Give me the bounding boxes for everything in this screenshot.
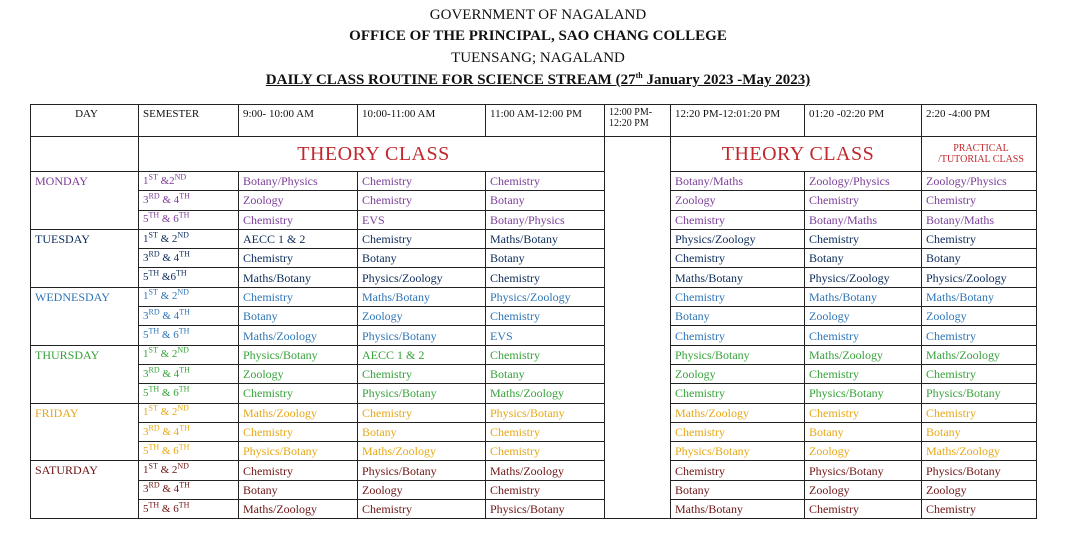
subject-cell: Zoology: [671, 364, 805, 383]
table-row: [31, 287, 1037, 306]
semester-number: & 4: [159, 193, 180, 206]
semester-suffix: TH: [148, 442, 160, 452]
subject-cell: Physics/Botany: [805, 384, 922, 403]
subject-cell: Chemistry: [805, 403, 922, 422]
subject-cell: Maths/Zoology: [671, 403, 805, 422]
semester-number: 5: [143, 329, 149, 342]
semester-suffix: TH: [178, 442, 190, 452]
table-row: [31, 500, 1037, 519]
subject-cell: Maths/Zoology: [922, 442, 1037, 461]
day-cell: WEDNESDAY: [31, 287, 139, 345]
semester-number: & 6: [159, 502, 179, 515]
semester-suffix: ST: [148, 345, 158, 355]
subject-cell: Chemistry: [358, 172, 486, 191]
routine-title: [0, 73, 1076, 88]
column-header-row: [31, 105, 1037, 137]
semester-cell: [139, 191, 239, 210]
header-office: OFFICE OF THE PRINCIPAL, SAO CHANG COLLEGE: [349, 28, 727, 44]
subject-cell: Chemistry: [805, 191, 922, 210]
semester-number: 5: [143, 213, 149, 226]
semester-cell: [139, 172, 239, 191]
subject-cell: Chemistry: [922, 229, 1037, 248]
semester-number: & 4: [159, 425, 180, 438]
day-cell: SATURDAY: [31, 461, 139, 519]
subject-cell: Botany: [239, 307, 358, 326]
subject-cell: Maths/Zoology: [239, 500, 358, 519]
semester-number: 1: [143, 232, 149, 245]
semester-number: 3: [143, 483, 149, 496]
subject-cell: Physics/Botany: [358, 326, 486, 345]
semester-number: &2: [157, 174, 175, 187]
subject-cell: Chemistry: [358, 403, 486, 422]
subject-cell: Chemistry: [486, 422, 605, 441]
subject-cell: Botany: [486, 364, 605, 383]
subject-cell: Maths/Zoology: [486, 461, 605, 480]
semester-number: 3: [143, 193, 149, 206]
semester-number: & 2: [157, 232, 178, 245]
table-row: [31, 191, 1037, 210]
col-header-semester: SEMESTER: [139, 105, 239, 137]
col-header-day: DAY: [31, 105, 139, 137]
subject-cell: Chemistry: [239, 461, 358, 480]
semester-number: & 6: [159, 329, 179, 342]
semester-suffix: TH: [179, 307, 190, 317]
subject-cell: Physics/Botany: [486, 403, 605, 422]
semester-suffix: RD: [148, 422, 160, 432]
table-row: [31, 461, 1037, 480]
semester-suffix: TH: [179, 364, 190, 374]
subject-cell: Chemistry: [922, 500, 1037, 519]
subject-cell: Chemistry: [239, 384, 358, 403]
semester-suffix: TH: [179, 422, 190, 432]
subject-cell: Maths/Zoology: [922, 345, 1037, 364]
semester-suffix: ND: [174, 171, 187, 181]
routine-title-sup: th: [635, 71, 643, 80]
subject-cell: Zoology: [922, 480, 1037, 499]
subject-cell: Chemistry: [358, 229, 486, 248]
semester-suffix: TH: [178, 500, 190, 510]
semester-suffix: ST: [148, 171, 158, 181]
col-header-slot6: 2:20 -4:00 PM: [922, 105, 1037, 137]
table-row: [31, 345, 1037, 364]
subject-cell: Botany: [671, 307, 805, 326]
subject-cell: AECC 1 & 2: [239, 229, 358, 248]
semester-suffix: RD: [148, 480, 160, 490]
subject-cell: Zoology: [358, 307, 486, 326]
subject-cell: Maths/Zoology: [358, 442, 486, 461]
semester-suffix: TH: [178, 326, 190, 336]
col-header-slot5: 01:20 -02:20 PM: [805, 105, 922, 137]
subject-cell: Chemistry: [922, 364, 1037, 383]
semester-suffix: TH: [179, 191, 190, 201]
subject-cell: Zoology/Physics: [922, 172, 1037, 191]
subject-cell: Zoology/Physics: [805, 172, 922, 191]
subject-cell: Chemistry: [922, 403, 1037, 422]
subject-cell: Zoology: [805, 480, 922, 499]
subject-cell: Chemistry: [671, 422, 805, 441]
semester-suffix: TH: [179, 480, 190, 490]
semester-number: & 4: [159, 367, 180, 380]
semester-suffix: TH: [175, 268, 187, 278]
semester-number: 3: [143, 425, 149, 438]
subject-cell: Botany: [671, 480, 805, 499]
semester-cell: [139, 210, 239, 229]
theory-class-label-left: THEORY CLASS: [139, 137, 605, 172]
subject-cell: Maths/Botany: [358, 287, 486, 306]
subject-cell: Maths/Zoology: [239, 326, 358, 345]
subject-cell: Physics/Botany: [922, 384, 1037, 403]
semester-cell: [139, 307, 239, 326]
subject-cell: Chemistry: [358, 191, 486, 210]
subject-cell: Chemistry: [805, 229, 922, 248]
semester-number: 1: [143, 406, 149, 419]
subject-cell: Botany: [486, 249, 605, 268]
semester-number: & 4: [159, 251, 180, 264]
table-row: [31, 268, 1037, 287]
col-header-slot1: 9:00- 10:00 AM: [239, 105, 358, 137]
day-cell: FRIDAY: [31, 403, 139, 461]
semester-suffix: TH: [178, 384, 190, 394]
semester-suffix: TH: [178, 210, 190, 220]
subject-cell: EVS: [358, 210, 486, 229]
table-row: [31, 384, 1037, 403]
subject-cell: Chemistry: [486, 307, 605, 326]
semester-number: 1: [143, 464, 149, 477]
semester-suffix: ST: [148, 403, 158, 413]
subject-cell: Physics/Botany: [239, 345, 358, 364]
subject-cell: Maths/Botany: [671, 500, 805, 519]
subject-cell: AECC 1 & 2: [358, 345, 486, 364]
semester-number: 3: [143, 251, 149, 264]
semester-suffix: ND: [177, 403, 189, 413]
semester-suffix: ST: [148, 229, 158, 239]
subject-cell: Chemistry: [486, 480, 605, 499]
semester-cell: [139, 364, 239, 383]
semester-cell: [139, 268, 239, 287]
subject-cell: Physics/Botany: [922, 461, 1037, 480]
semester-cell: [139, 480, 239, 499]
day-cell: TUESDAY: [31, 229, 139, 287]
semester-cell: [139, 442, 239, 461]
table-row: [31, 422, 1037, 441]
semester-number: & 6: [159, 386, 179, 399]
col-header-slot3: 11:00 AM-12:00 PM: [486, 105, 605, 137]
table-row: [31, 364, 1037, 383]
subject-cell: Chemistry: [358, 364, 486, 383]
semester-suffix: TH: [148, 500, 160, 510]
semester-cell: [139, 500, 239, 519]
semester-suffix: RD: [148, 364, 160, 374]
subject-cell: Chemistry: [671, 326, 805, 345]
theory-day-blank: [31, 137, 139, 172]
subject-cell: Chemistry: [922, 191, 1037, 210]
semester-number: &6: [159, 271, 176, 284]
semester-number: 5: [143, 386, 149, 399]
semester-cell: [139, 326, 239, 345]
theory-label-row: [31, 137, 1037, 172]
subject-cell: Botany/Maths: [805, 210, 922, 229]
subject-cell: Botany: [922, 422, 1037, 441]
semester-suffix: TH: [179, 249, 190, 259]
theory-class-label-right: THEORY CLASS: [671, 137, 922, 172]
semester-number: 5: [143, 502, 149, 515]
subject-cell: Botany: [239, 480, 358, 499]
routine-title-pre: DAILY CLASS ROUTINE FOR SCIENCE STREAM (27: [265, 72, 636, 88]
subject-cell: Botany: [358, 249, 486, 268]
subject-cell: Chemistry: [671, 384, 805, 403]
semester-number: 1: [143, 348, 149, 361]
semester-number: 3: [143, 309, 149, 322]
routine-title-post: January 2023 -May 2023): [642, 72, 811, 88]
subject-cell: Physics/Botany: [671, 345, 805, 364]
table-row: [31, 326, 1037, 345]
subject-cell: Maths/Zoology: [239, 403, 358, 422]
semester-number: & 2: [157, 348, 178, 361]
col-header-slot2: 10:00-11:00 AM: [358, 105, 486, 137]
table-row: [31, 307, 1037, 326]
semester-suffix: ND: [177, 229, 189, 239]
semester-cell: [139, 422, 239, 441]
semester-number: & 2: [157, 406, 178, 419]
subject-cell: Zoology: [358, 480, 486, 499]
semester-number: 5: [143, 444, 149, 457]
header-government: GOVERNMENT OF NAGALAND: [429, 7, 647, 23]
subject-cell: Physics/Botany: [358, 384, 486, 403]
semester-cell: [139, 229, 239, 248]
subject-cell: Maths/Botany: [922, 287, 1037, 306]
subject-cell: Chemistry: [239, 287, 358, 306]
subject-cell: Chemistry: [239, 249, 358, 268]
subject-cell: Physics/Zoology: [922, 268, 1037, 287]
col-header-slot4: 12:20 PM-12:01:20 PM: [671, 105, 805, 137]
subject-cell: Chemistry: [486, 172, 605, 191]
subject-cell: Chemistry: [671, 249, 805, 268]
semester-number: & 6: [159, 213, 179, 226]
semester-cell: [139, 461, 239, 480]
subject-cell: Chemistry: [486, 345, 605, 364]
semester-suffix: RD: [148, 249, 160, 259]
subject-cell: Botany: [486, 191, 605, 210]
semester-number: 5: [143, 271, 149, 284]
subject-cell: Chemistry: [805, 500, 922, 519]
subject-cell: Chemistry: [671, 461, 805, 480]
subject-cell: Chemistry: [239, 422, 358, 441]
semester-suffix: ND: [177, 345, 189, 355]
table-row: [31, 442, 1037, 461]
subject-cell: Physics/Zoology: [805, 268, 922, 287]
subject-cell: Zoology: [671, 191, 805, 210]
semester-number: & 2: [157, 290, 178, 303]
semester-suffix: TH: [148, 210, 160, 220]
subject-cell: Zoology: [805, 307, 922, 326]
subject-cell: Zoology: [239, 364, 358, 383]
subject-cell: Physics/Botany: [486, 500, 605, 519]
subject-cell: Botany/Physics: [239, 172, 358, 191]
table-row: [31, 480, 1037, 499]
subject-cell: Physics/Botany: [358, 461, 486, 480]
table-row: [31, 229, 1037, 248]
subject-cell: Chemistry: [486, 442, 605, 461]
subject-cell: Botany: [805, 249, 922, 268]
subject-cell: Chemistry: [239, 210, 358, 229]
semester-cell: [139, 249, 239, 268]
practical-tutorial-label: PRACTICAL /TUTORIAL CLASS: [922, 137, 1037, 172]
subject-cell: Physics/Zoology: [486, 287, 605, 306]
header-location: TUENSANG; NAGALAND: [451, 50, 625, 66]
subject-cell: EVS: [486, 326, 605, 345]
break-time-label: BREAK TIME: [668, 254, 671, 401]
semester-suffix: ST: [148, 461, 158, 471]
col-header-break: 12:00 PM- 12:20 PM: [605, 105, 671, 137]
break-time-cell: [605, 137, 671, 519]
subject-cell: Maths/Zoology: [486, 384, 605, 403]
semester-cell: [139, 384, 239, 403]
semester-suffix: ST: [148, 287, 158, 297]
semester-number: 1: [143, 174, 149, 187]
subject-cell: Physics/Botany: [239, 442, 358, 461]
semester-suffix: TH: [148, 268, 160, 278]
subject-cell: Physics/Botany: [805, 461, 922, 480]
semester-cell: [139, 403, 239, 422]
subject-cell: Chemistry: [358, 500, 486, 519]
semester-cell: [139, 345, 239, 364]
routine-table: [30, 104, 1037, 519]
subject-cell: Botany/Maths: [671, 172, 805, 191]
semester-number: & 6: [159, 444, 179, 457]
subject-cell: Physics/Zoology: [358, 268, 486, 287]
semester-suffix: RD: [148, 307, 160, 317]
semester-cell: [139, 287, 239, 306]
subject-cell: Chemistry: [922, 326, 1037, 345]
day-cell: THURSDAY: [31, 345, 139, 403]
subject-cell: Physics/Botany: [671, 442, 805, 461]
table-row: [31, 210, 1037, 229]
subject-cell: Botany: [358, 422, 486, 441]
subject-cell: Chemistry: [805, 326, 922, 345]
table-row: [31, 403, 1037, 422]
subject-cell: Physics/Zoology: [671, 229, 805, 248]
subject-cell: Botany/Maths: [922, 210, 1037, 229]
table-row: [31, 172, 1037, 191]
subject-cell: Zoology: [805, 442, 922, 461]
subject-cell: Botany: [805, 422, 922, 441]
subject-cell: Chemistry: [805, 364, 922, 383]
semester-suffix: ND: [177, 461, 189, 471]
semester-number: & 4: [159, 309, 180, 322]
semester-suffix: ND: [177, 287, 189, 297]
semester-number: 3: [143, 367, 149, 380]
subject-cell: Botany: [922, 249, 1037, 268]
table-row: [31, 249, 1037, 268]
subject-cell: Maths/Zoology: [805, 345, 922, 364]
subject-cell: Zoology: [239, 191, 358, 210]
semester-number: & 4: [159, 483, 180, 496]
subject-cell: Chemistry: [671, 210, 805, 229]
semester-number: 1: [143, 290, 149, 303]
semester-suffix: TH: [148, 326, 160, 336]
semester-suffix: RD: [148, 191, 160, 201]
subject-cell: Maths/Botany: [671, 268, 805, 287]
subject-cell: Chemistry: [486, 268, 605, 287]
subject-cell: Chemistry: [671, 287, 805, 306]
subject-cell: Maths/Botany: [239, 268, 358, 287]
subject-cell: Botany/Physics: [486, 210, 605, 229]
subject-cell: Maths/Botany: [805, 287, 922, 306]
semester-number: & 2: [157, 464, 178, 477]
day-cell: MONDAY: [31, 172, 139, 230]
subject-cell: Zoology: [922, 307, 1037, 326]
subject-cell: Maths/Botany: [486, 229, 605, 248]
semester-suffix: TH: [148, 384, 160, 394]
